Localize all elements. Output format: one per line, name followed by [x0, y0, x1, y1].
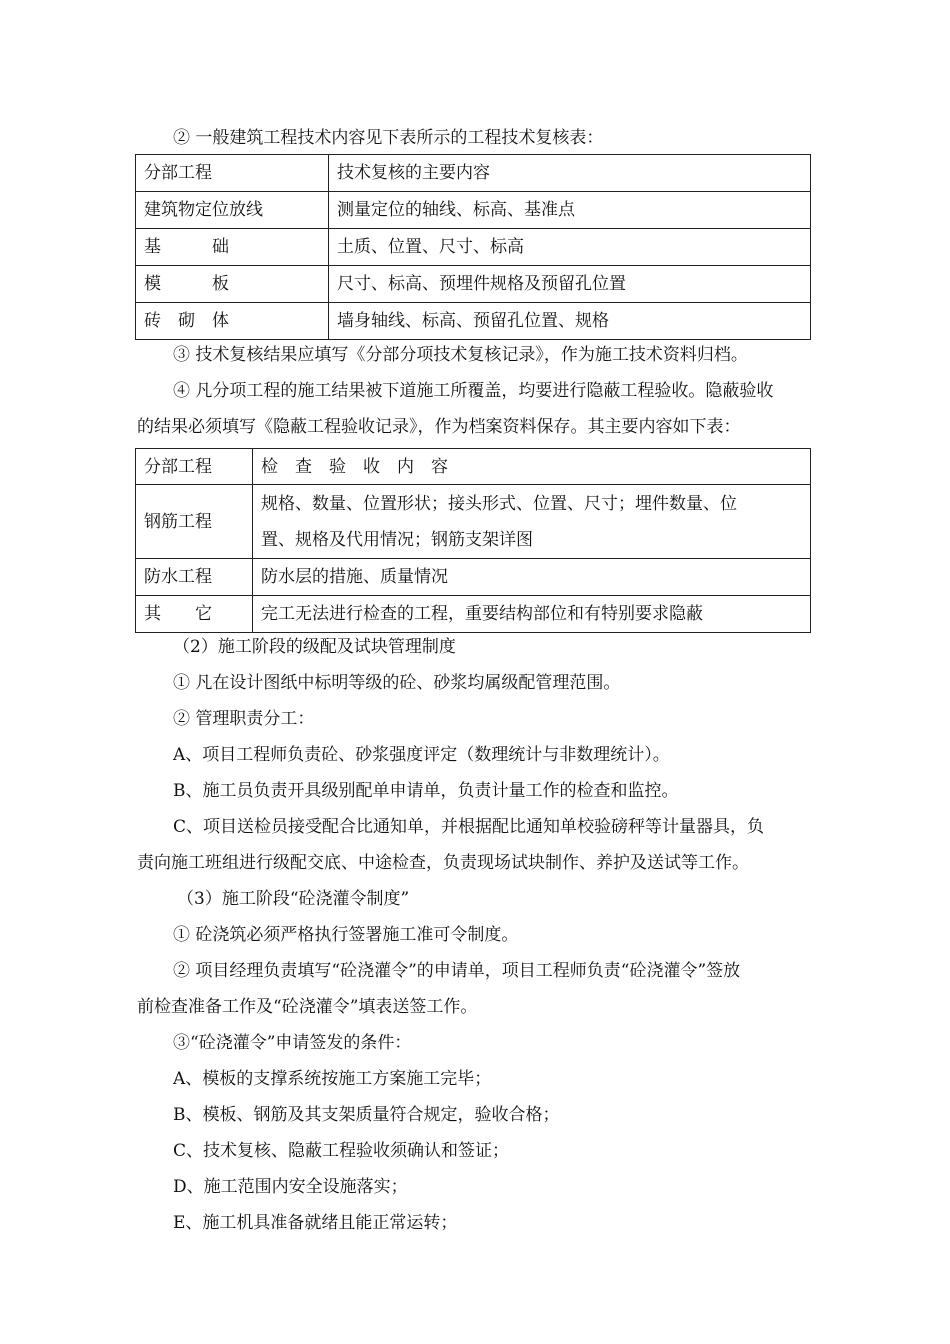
- table-row: [136, 596, 811, 633]
- table-header-cell: 分部工程: [136, 449, 253, 485]
- table-cell: 防水工程: [136, 559, 253, 596]
- body-paragraph: D、施工范围内安全设施落实；: [173, 1177, 408, 1197]
- table-header-cell: 分部工程: [136, 155, 329, 192]
- table-row: [136, 266, 811, 303]
- table-cell: 其 它: [136, 596, 253, 633]
- table-cell: 完工无法进行检查的工程，重要结构部位和有特别要求隐蔽: [253, 596, 811, 633]
- table-row: [136, 229, 811, 266]
- body-paragraph: 责向施工班组进行级配交底、中途检查，负责现场试块制作、养护及送试等工作。: [137, 853, 749, 873]
- technical-review-table: [135, 154, 811, 340]
- body-paragraph: ① 凡在设计图纸中标明等级的砼、砂浆均属级配管理范围。: [173, 673, 621, 693]
- table-cell: 尺寸、标高、预埋件规格及预留孔位置: [329, 266, 811, 303]
- table-cell: 测量定位的轴线、标高、基准点: [329, 192, 811, 229]
- body-paragraph: B、模板、钢筋及其支架质量符合规定，验收合格；: [173, 1105, 560, 1125]
- body-paragraph: B、施工员负责开具级别配单申请单，负责计量工作的检查和监控。: [173, 781, 679, 801]
- table-row: [136, 155, 811, 192]
- table-cell: [253, 485, 811, 559]
- table-cell: 土质、位置、尺寸、标高: [329, 229, 811, 266]
- body-paragraph: C、项目送检员接受配合比通知单，并根据配比通知单校验磅秤等计量器具，负: [173, 817, 765, 837]
- section-heading-2: （2）施工阶段的级配及试块管理制度: [173, 637, 456, 657]
- body-paragraph: A、项目工程师负责砼、砂浆强度评定（数理统计与非数理统计）。: [173, 745, 670, 765]
- cell-line: 置、规格及代用情况；钢筋支架详图: [261, 529, 533, 550]
- table-row: [136, 559, 811, 596]
- table-header-cell: 技术复核的主要内容: [329, 155, 811, 192]
- paragraph-4-line-2: 的结果必须填写《隐蔽工程验收记录》，作为档案资料保存。其主要内容如下表：: [137, 417, 741, 437]
- body-paragraph: E、施工机具准备就绪且能正常运转；: [173, 1213, 458, 1233]
- table-cell: 砖 砌 体: [136, 303, 329, 340]
- section-heading-3: （3）施工阶段“砼浇灌令制度”: [177, 889, 410, 909]
- body-paragraph: ① 砼浇筑必须严格执行签署施工准可令制度。: [173, 925, 519, 945]
- body-paragraph: A、模板的支撑系统按施工方案施工完毕；: [173, 1069, 492, 1089]
- paragraph-3: ③ 技术复核结果应填写《分部分项技术复核记录》，作为施工技术资料归档。: [173, 345, 748, 365]
- table-cell: 模 板: [136, 266, 329, 303]
- body-paragraph: ② 管理职责分工：: [173, 709, 315, 729]
- body-paragraph: 前检查准备工作及“砼浇灌令”填表送签工作。: [137, 997, 478, 1017]
- table-header-cell: 检 查 验 收 内 容: [253, 449, 811, 485]
- table-cell: 钢筋工程: [136, 485, 253, 559]
- intro-paragraph: ② 一般建筑工程技术内容见下表所示的工程技术复核表：: [173, 128, 604, 148]
- body-paragraph: ③“砼浇灌令”申请签发的条件：: [173, 1033, 412, 1053]
- paragraph-4-line-1: ④ 凡分项工程的施工结果被下道施工所覆盖，均要进行隐蔽工程验收。隐蔽验收: [173, 381, 774, 401]
- cell-line: 规格、数量、位置形状；接头形式、位置、尺寸；埋件数量、位: [261, 493, 737, 514]
- concealed-work-table: [135, 448, 811, 633]
- table-row: [136, 303, 811, 340]
- body-paragraph: C、技术复核、隐蔽工程验收须确认和签证；: [173, 1141, 510, 1161]
- body-paragraph: ② 项目经理负责填写“砼浇灌令”的申请单，项目工程师负责“砼浇灌令”签放: [173, 961, 741, 981]
- table-cell: 防水层的措施、质量情况: [253, 559, 811, 596]
- table-row: [136, 485, 811, 559]
- table-row: [136, 192, 811, 229]
- table-row: [136, 449, 811, 485]
- table-cell: 基 础: [136, 229, 329, 266]
- table-cell: 建筑物定位放线: [136, 192, 329, 229]
- table-cell: 墙身轴线、标高、预留孔位置、规格: [329, 303, 811, 340]
